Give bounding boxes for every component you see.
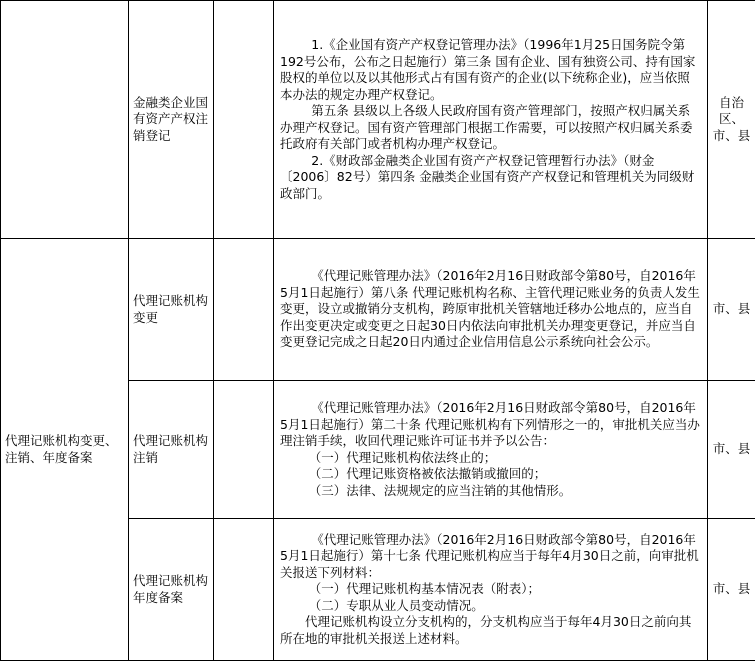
- sub-item-cell: 代理记账机构变更: [129, 239, 214, 381]
- basis-paragraph: 第五条 县级以上各级人民政府国有资产管理部门，按照产权归属关系办理产权登记。国有资产管理部门根据工作需要，可以按照产权归属关系委托政府有关部门或者机构办理产权登记。: [280, 103, 702, 153]
- item-cell: [1, 1, 129, 239]
- level-cell: 市、县: [708, 239, 755, 381]
- basis-paragraph: 《代理记账管理办法》（2016年2月16日财政部令第80号，自2016年5月1日起施行）第十七条 代理记账机构应当于每年4月30日之前，向审批机关报送下列材料：: [280, 532, 702, 582]
- basis-cell: [274, 1, 708, 239]
- blank-cell: [214, 519, 274, 661]
- basis-list-item: （一）代理记账机构依法终止的；: [280, 450, 702, 467]
- basis-cell: [274, 239, 708, 381]
- basis-list-item: （二）代理记账资格被依法撤销或撤回的；: [280, 466, 702, 483]
- blank-cell: [214, 239, 274, 381]
- level-cell: 市、县: [708, 519, 755, 661]
- sub-item-cell: 代理记账机构注销: [129, 381, 214, 519]
- level-cell: 自治区、市、县: [708, 1, 755, 239]
- basis-paragraph: 代理记账机构设立分支机构的，分支机构应当于每年4月30日之前向其所在地的审批机关报送上述材料。: [280, 614, 702, 647]
- basis-paragraph: 《代理记账管理办法》（2016年2月16日财政部令第80号，自2016年5月1日起施行）第二十条 代理记账机构有下列情形之一的，审批机关应当办理注销手续，收回代理记账许可证书并予以公告：: [280, 400, 702, 450]
- blank-cell: [214, 381, 274, 519]
- sub-item-cell: 代理记账机构年度备案: [129, 519, 214, 661]
- basis-paragraph: 1.《企业国有资产产权登记管理办法》（1996年1月25日国务院令第192号公布，公布之日起施行）第三条 国有企业、国有独资公司、持有国家股权的单位以及以其他形式占有国有资产的企业(以下统称企业)，应当依照本办法的规定办理产权登记。: [280, 37, 702, 103]
- blank-cell: [214, 1, 274, 239]
- table-row: [1, 1, 755, 239]
- basis-paragraph: 《代理记账管理办法》（2016年2月16日财政部令第80号，自2016年5月1日起施行）第八条 代理记账机构名称、主管代理记账业务的负责人发生变更，设立或撤销分支机构，跨原审批机关管辖地迁移办公地点的，应当自作出变更决定或变更之日起30日内依法向审批机关办理变更登记，并应当自变更登记完成之日起20日内通过企业信用信息公示系统向社会公示。: [280, 268, 702, 351]
- basis-cell: [274, 381, 708, 519]
- basis-list-item: （一）代理记账机构基本情况表（附表）；: [280, 581, 702, 598]
- sub-item-cell: 金融类企业国有资产产权注销登记: [129, 1, 214, 239]
- basis-list-item: （二）专职从业人员变动情况。: [280, 598, 702, 615]
- basis-paragraph: 2.《财政部金融类企业国有资产产权登记管理暂行办法》（财金〔2006〕82号）第四条 金融类企业国有资产产权登记和管理机关为同级财政部门。: [280, 153, 702, 203]
- table-row: [1, 239, 755, 381]
- basis-list-item: （三）法律、法规规定的应当注销的其他情形。: [280, 483, 702, 500]
- item-cell: 代理记账机构变更、注销、年度备案: [1, 239, 129, 661]
- basis-cell: [274, 519, 708, 661]
- level-cell: 市、县: [708, 381, 755, 519]
